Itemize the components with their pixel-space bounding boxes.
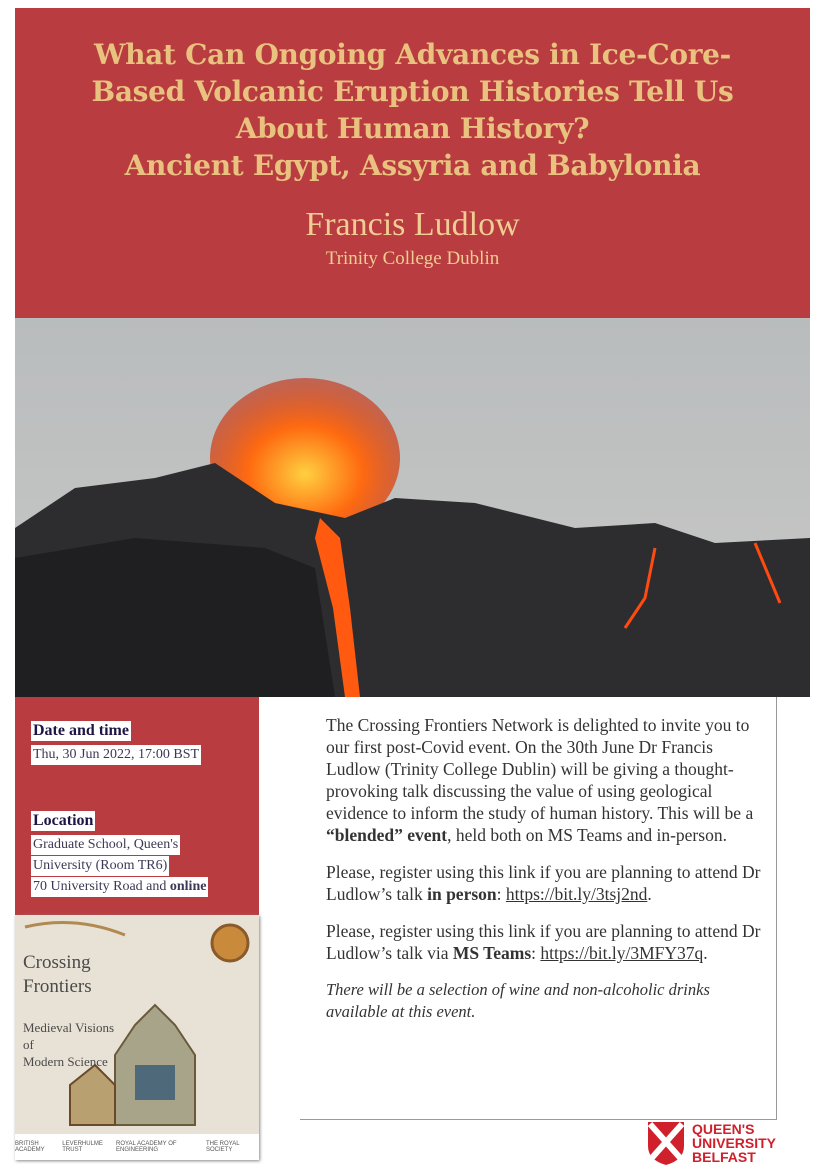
date-label: Date and time — [33, 722, 129, 739]
title-line: What Can Ongoing Advances in Ice-Core- — [93, 38, 731, 71]
book-subtitle: Medieval Visions of Modern Science — [23, 1020, 115, 1069]
title-line: Ancient Egypt, Assyria and Babylonia — [124, 149, 701, 182]
date-value: Thu, 30 Jun 2022, 17:00 BST — [31, 745, 201, 765]
qub-logo — [646, 1120, 776, 1166]
qub-wordmark: QUEEN'S UNIVERSITY BELFAST — [692, 1121, 777, 1165]
location-online: online — [169, 879, 207, 894]
book-title: Crossing Frontiers — [23, 952, 92, 997]
qub-shield-icon — [646, 1120, 686, 1166]
event-description — [326, 714, 766, 1038]
title-line: Based Volcanic Eruption Histories Tell Us — [91, 75, 734, 108]
location-text: 70 University Road and — [33, 879, 170, 894]
header-banner — [15, 8, 810, 318]
drinks-note: There will be a selection of wine and non-alcoholic drinks available at this event. — [326, 980, 710, 1021]
in-person-registration-link[interactable]: https://bit.ly/3tsj2nd — [505, 884, 648, 904]
paragraph-teams: Please, register using this link if you are planning to attend Dr Ludlow’s talk via MS Teams: https://bit.ly/3MFY37q. — [326, 921, 761, 963]
crossing-frontiers-cover — [15, 915, 259, 1160]
paragraph-in-person: Please, register using this link if you are planning to attend Dr Ludlow’s talk in person: https://bit.ly/3tsj2nd. — [326, 862, 761, 904]
location-line: Graduate School, Queen's — [31, 835, 180, 855]
sponsor-logo: LEVERHULME TRUST — [62, 1141, 103, 1153]
sponsor-logos — [15, 1134, 259, 1160]
paragraph-intro: The Crossing Frontiers Network is delighted to invite you to our first post-Covid event. On the 30th June Dr Francis Ludlow (Trinity College Dublin) will be giving a thought-provoking talk discussing the value of using geological evidence to inform the study of human history. This will be a “blended” event, held both on MS Teams and in-person. — [326, 715, 754, 845]
location-line: University (Room TR6) — [31, 856, 169, 876]
sponsor-logo: BRITISH ACADEMY — [15, 1141, 45, 1153]
event-details-panel — [15, 697, 259, 915]
sponsor-logo: THE ROYAL SOCIETY — [206, 1141, 240, 1153]
teams-registration-link[interactable]: https://bit.ly/3MFY37q — [540, 943, 704, 963]
volcano-photo — [15, 318, 810, 697]
sponsor-logo: ROYAL ACADEMY OF ENGINEERING — [115, 1141, 177, 1153]
location-line — [31, 877, 208, 897]
speaker-affiliation: Trinity College Dublin — [325, 248, 500, 269]
speaker-name: Francis Ludlow — [305, 206, 520, 243]
title-line: About Human History? — [235, 112, 590, 145]
location-label: Location — [33, 812, 94, 829]
event-title — [45, 36, 780, 184]
